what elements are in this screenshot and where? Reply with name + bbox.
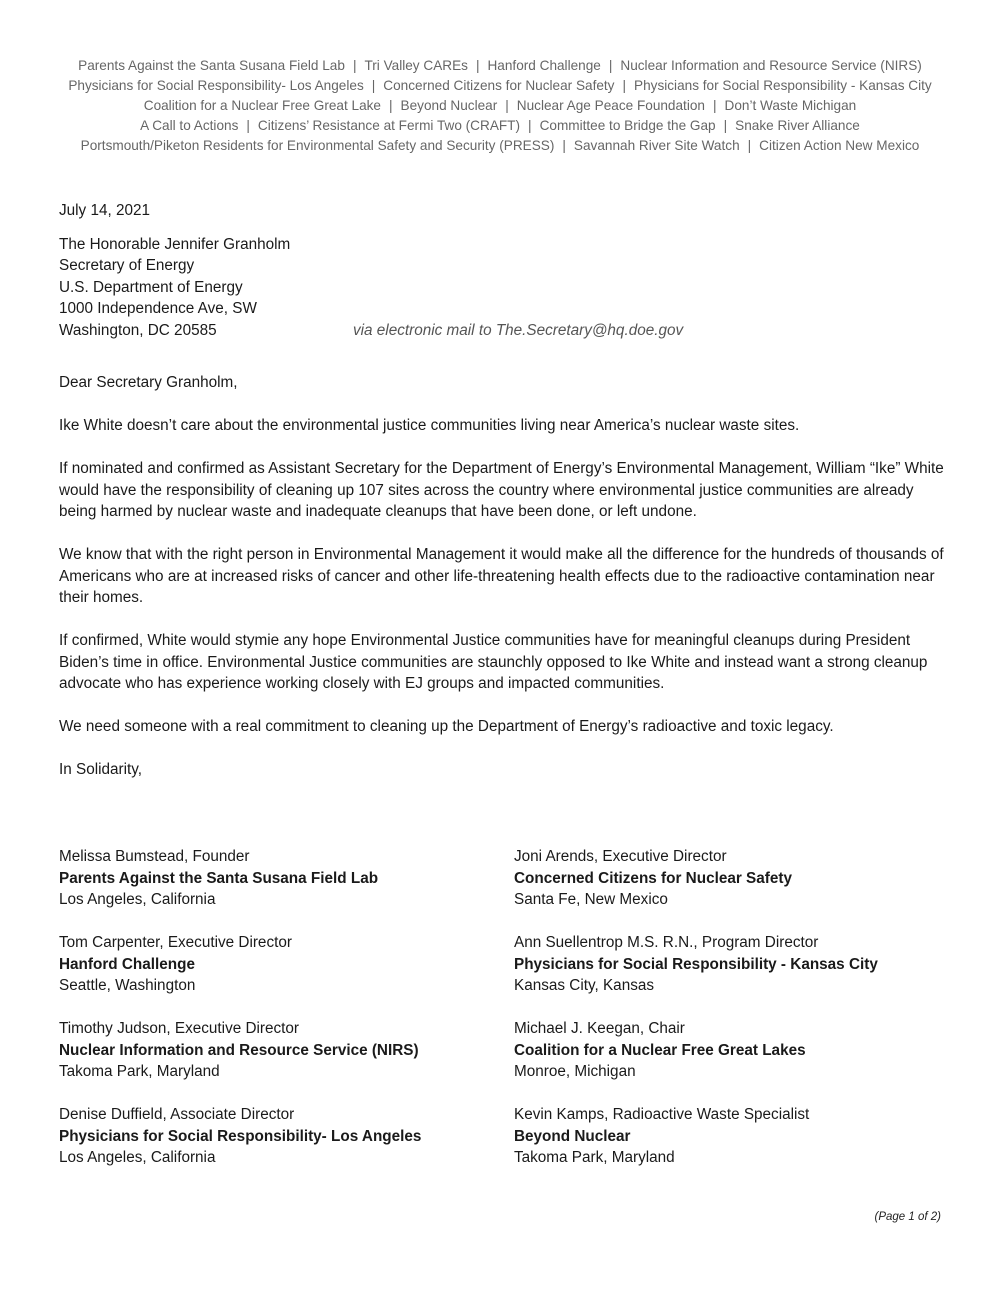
signer-location: Seattle, Washington bbox=[59, 977, 196, 994]
signer-org: Parents Against the Santa Susana Field Lab bbox=[59, 869, 379, 887]
signer-org: Coalition for a Nuclear Free Great Lakes bbox=[514, 1041, 806, 1059]
signer-name: Melissa Bumstead, Founder bbox=[59, 848, 250, 865]
letterhead-line bbox=[40, 76, 960, 96]
separator: | bbox=[246, 118, 250, 133]
signer-location: Los Angeles, California bbox=[59, 891, 216, 908]
signer-org: Beyond Nuclear bbox=[514, 1127, 631, 1145]
letter-body bbox=[59, 200, 944, 781]
letterhead-line bbox=[40, 96, 960, 116]
signer-name: Denise Duffield, Associate Director bbox=[59, 1106, 295, 1123]
coalition-org-name: Don’t Waste Michigan bbox=[724, 98, 857, 113]
letterhead-line bbox=[40, 116, 960, 136]
signer-org: Hanford Challenge bbox=[59, 955, 195, 973]
coalition-org-name: Physicians for Social Responsibility- Los Angeles bbox=[68, 78, 364, 93]
address-line: Washington, DC 20585 bbox=[59, 321, 217, 339]
signer-location: Takoma Park, Maryland bbox=[514, 1149, 675, 1166]
separator: | bbox=[389, 98, 393, 113]
signature-block bbox=[59, 846, 514, 911]
signature-block bbox=[514, 846, 959, 911]
delivery-note: via electronic mail to The.Secretary@hq.doe.gov bbox=[353, 321, 684, 339]
signature-block bbox=[514, 1104, 959, 1169]
signer-org: Concerned Citizens for Nuclear Safety bbox=[514, 869, 792, 887]
coalition-org-name: A Call to Actions bbox=[140, 118, 239, 133]
separator: | bbox=[712, 98, 717, 113]
signature-block bbox=[59, 1104, 514, 1169]
signer-org: Physicians for Social Responsibility - Kansas City bbox=[514, 955, 878, 973]
separator: | bbox=[475, 58, 480, 73]
signer-org: Physicians for Social Responsibility- Los Angeles bbox=[59, 1127, 422, 1145]
signer-name: Michael J. Keegan, Chair bbox=[514, 1020, 685, 1037]
signer-location: Kansas City, Kansas bbox=[514, 977, 655, 994]
signature-block bbox=[59, 932, 514, 997]
signer-org: Nuclear Information and Resource Service (NIRS) bbox=[59, 1041, 419, 1059]
coalition-org-name: Snake River Alliance bbox=[735, 118, 860, 133]
coalition-org-name: Savannah River Site Watch bbox=[573, 138, 740, 153]
letter-date: July 14, 2021 bbox=[59, 202, 150, 219]
coalition-org-name: Parents Against the Santa Susana Field Lab bbox=[78, 58, 345, 73]
coalition-org-name: Concerned Citizens for Nuclear Safety bbox=[383, 78, 615, 93]
signer-name: Kevin Kamps, Radioactive Waste Specialist bbox=[514, 1106, 810, 1123]
separator: | bbox=[608, 58, 613, 73]
signer-name: Timothy Judson, Executive Director bbox=[59, 1020, 300, 1037]
letterhead-line bbox=[40, 136, 960, 156]
coalition-org-name: Hanford Challenge bbox=[487, 58, 601, 73]
coalition-org-name: Beyond Nuclear bbox=[400, 98, 498, 113]
salutation: Dear Secretary Granholm, bbox=[59, 374, 238, 391]
signer-name: Tom Carpenter, Executive Director bbox=[59, 934, 292, 951]
separator: | bbox=[371, 78, 376, 93]
signature-block bbox=[514, 1018, 959, 1083]
separator: | bbox=[352, 58, 357, 73]
address-line: The Honorable Jennifer Granholm bbox=[59, 235, 291, 253]
separator: | bbox=[505, 98, 509, 113]
coalition-org-name: Nuclear Age Peace Foundation bbox=[516, 98, 705, 113]
body-paragraph: If confirmed, White would stymie any hope Environmental Justice communities have for meaningful cleanups during President Biden’s time in office. Environmental Justice communities are staunchly opposed to Ike White and instead want a strong cleanup advocate who has experience working closely with EJ groups and impacted communities. bbox=[59, 632, 928, 692]
body-paragraph: If nominated and confirmed as Assistant Secretary for the Department of Energy’s Environmental Management, William “Ike” White would have the responsibility of cleaning up 107 sites across the country where environmental justice communities are already being harmed by nuclear waste and inadequate cleanups that have been done, or left undone. bbox=[59, 460, 944, 520]
coalition-org-name: Coalition for a Nuclear Free Great Lake bbox=[143, 98, 381, 113]
body-paragraph: We need someone with a real commitment to cleaning up the Department of Energy’s radioactive and toxic legacy. bbox=[59, 718, 834, 735]
signature-block bbox=[59, 1018, 514, 1083]
coalition-org-name: Tri Valley CAREs bbox=[364, 58, 468, 73]
signer-location: Los Angeles, California bbox=[59, 1149, 216, 1166]
recipient-address bbox=[59, 234, 944, 342]
body-paragraph: Ike White doesn’t care about the environmental justice communities living near America’s nuclear waste sites. bbox=[59, 417, 800, 434]
letterhead-coalition-list bbox=[40, 56, 960, 156]
coalition-org-name: Nuclear Information and Resource Service (NIRS) bbox=[620, 58, 922, 73]
coalition-org-name: Committee to Bridge the Gap bbox=[539, 118, 716, 133]
closing: In Solidarity, bbox=[59, 761, 143, 778]
signer-location: Takoma Park, Maryland bbox=[59, 1063, 220, 1080]
separator: | bbox=[747, 138, 752, 153]
coalition-org-name: Portsmouth/Piketon Residents for Environmental Safety and Security (PRESS) bbox=[80, 138, 555, 153]
signer-location: Monroe, Michigan bbox=[514, 1063, 636, 1080]
address-line: U.S. Department of Energy bbox=[59, 278, 243, 296]
separator: | bbox=[562, 138, 566, 153]
letterhead-line bbox=[40, 56, 960, 76]
separator: | bbox=[528, 118, 532, 133]
signature-block bbox=[514, 932, 959, 997]
signature-grid bbox=[59, 846, 959, 1169]
coalition-org-name: Citizens’ Resistance at Fermi Two (CRAFT) bbox=[257, 118, 521, 133]
signer-name: Joni Arends, Executive Director bbox=[514, 848, 727, 865]
separator: | bbox=[622, 78, 627, 93]
separator: | bbox=[723, 118, 728, 133]
signer-name: Ann Suellentrop M.S. R.N., Program Director bbox=[514, 934, 819, 951]
coalition-org-name: Citizen Action New Mexico bbox=[759, 138, 920, 153]
address-line: Secretary of Energy bbox=[59, 257, 195, 274]
coalition-org-name: Physicians for Social Responsibility - Kansas City bbox=[634, 78, 932, 93]
body-paragraph: We know that with the right person in Environmental Management it would make all the difference for the hundreds of thousands of Americans who are at increased risks of cancer and other life-threatening health effects due to the radioactive contamination near their homes. bbox=[59, 546, 944, 606]
page-number: (Page 1 of 2) bbox=[874, 1211, 941, 1223]
signer-location: Santa Fe, New Mexico bbox=[514, 891, 668, 908]
address-line: 1000 Independence Ave, SW bbox=[59, 300, 257, 317]
